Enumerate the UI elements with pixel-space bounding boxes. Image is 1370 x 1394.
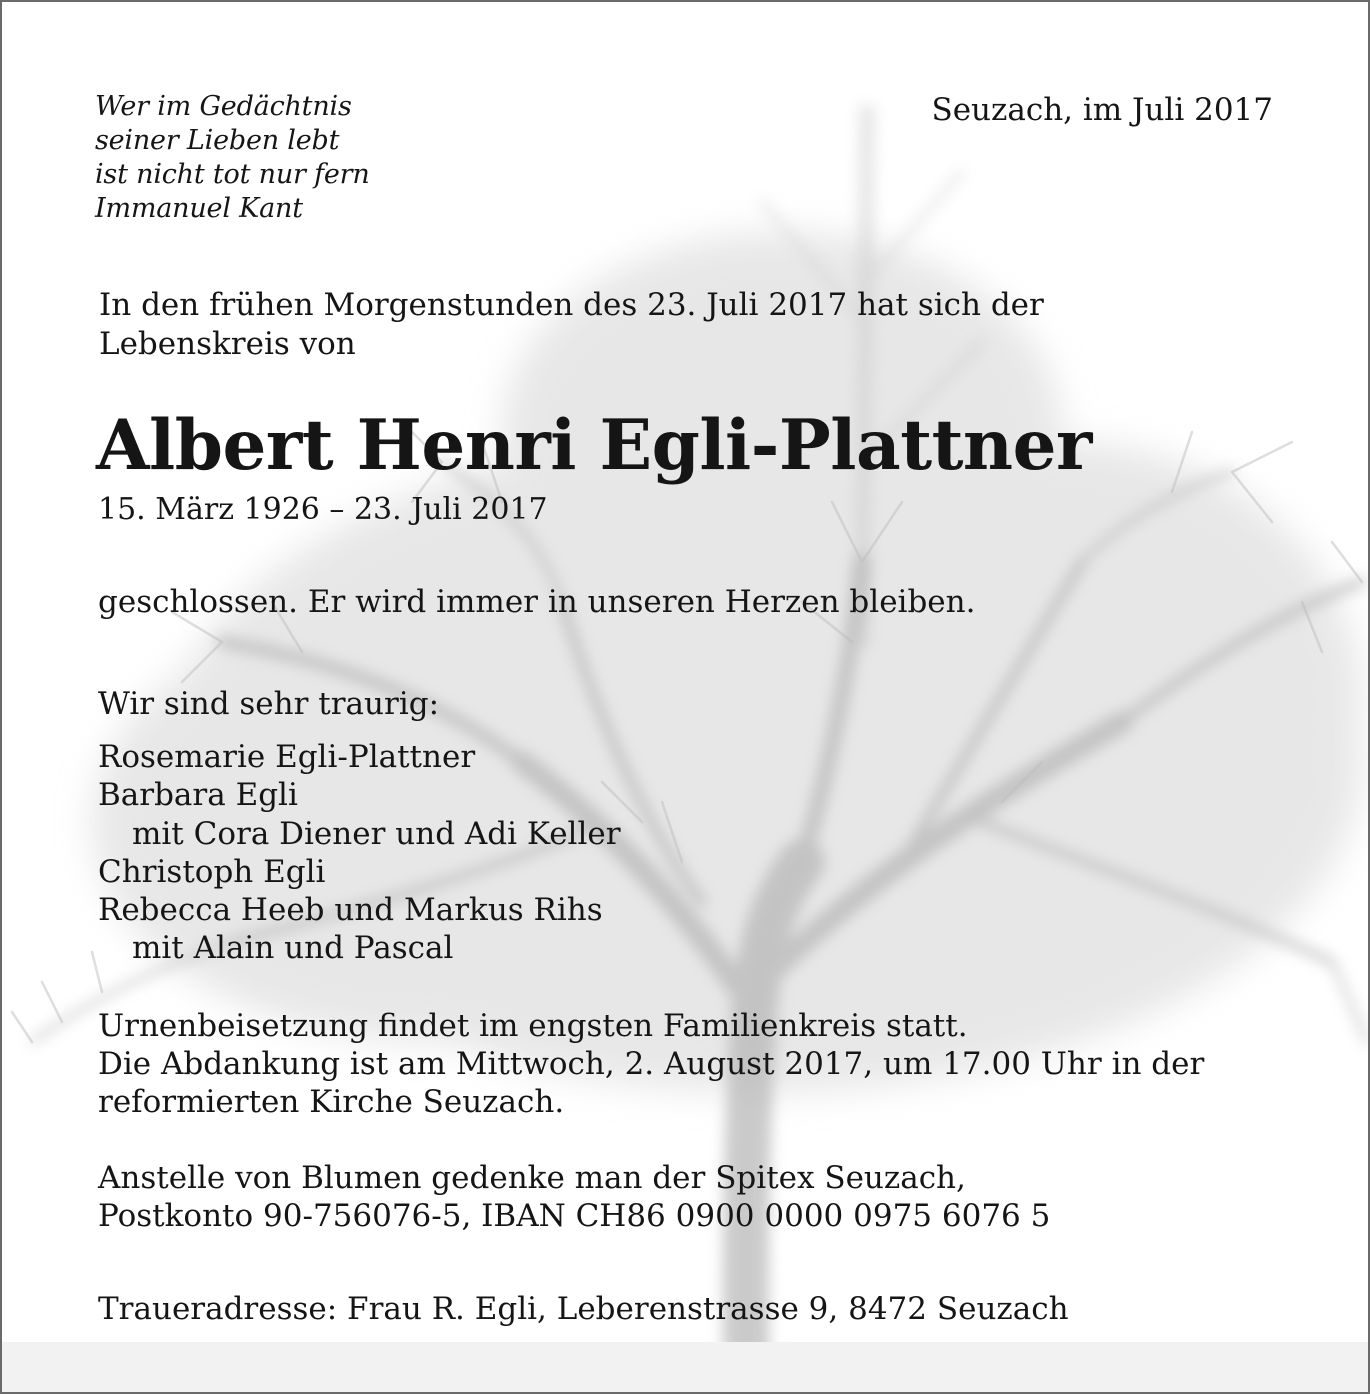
motto-line: Wer im Gedächtnis [95, 91, 352, 122]
ceremony-info [98, 1007, 1204, 1121]
mourners-heading: Wir sind sehr traurig: [98, 686, 440, 722]
life-dates: 15. März 1926 – 23. Juli 2017 [98, 492, 548, 527]
intro-line: Lebenskreis von [99, 326, 356, 362]
motto-line: seiner Lieben lebt [95, 125, 340, 156]
mourner-entry: Rosemarie Egli-Plattner [98, 739, 476, 775]
donation-line: Postkonto 90-756076-5, IBAN CH86 0900 0000 0975 6076 5 [98, 1198, 1051, 1234]
mourners-list [98, 738, 621, 968]
ceremony-line: reformierten Kirche Seuzach. [98, 1084, 565, 1120]
ceremony-line: Die Abdankung ist am Mittwoch, 2. August 2017, um 17.00 Uhr in der [98, 1046, 1205, 1082]
mourning-address: Traueradresse: Frau R. Egli, Leberenstrasse 9, 8472 Seuzach [98, 1291, 1069, 1327]
motto-quote [95, 90, 370, 226]
intro-line: In den frühen Morgenstunden des 23. Juli 2017 hat sich der [99, 287, 1044, 323]
donation-line: Anstelle von Blumen gedenke man der Spitex Seuzach, [98, 1160, 966, 1196]
motto-author: Immanuel Kant [95, 193, 303, 224]
mourner-entry: Christoph Egli [98, 853, 326, 890]
donation-info [98, 1159, 1050, 1235]
mourner-entry: Rebecca Heeb und Markus Rihs [98, 892, 603, 929]
mourner-entry-sub: mit Cora Diener und Adi Keller [132, 815, 621, 852]
closing-text: geschlossen. Er wird immer in unseren Herzen bleiben. [98, 584, 976, 620]
place-date: Seuzach, im Juli 2017 [931, 92, 1273, 128]
intro-text [99, 286, 1044, 364]
ceremony-line: Urnenbeisetzung findet im engsten Familienkreis statt. [98, 1008, 968, 1044]
deceased-name: Albert Henri Egli-Plattner [96, 405, 1092, 486]
mourner-entry: Barbara Egli [98, 777, 298, 814]
mourner-entry-sub: mit Alain und Pascal [132, 930, 454, 967]
motto-line: ist nicht tot nur fern [95, 159, 370, 190]
